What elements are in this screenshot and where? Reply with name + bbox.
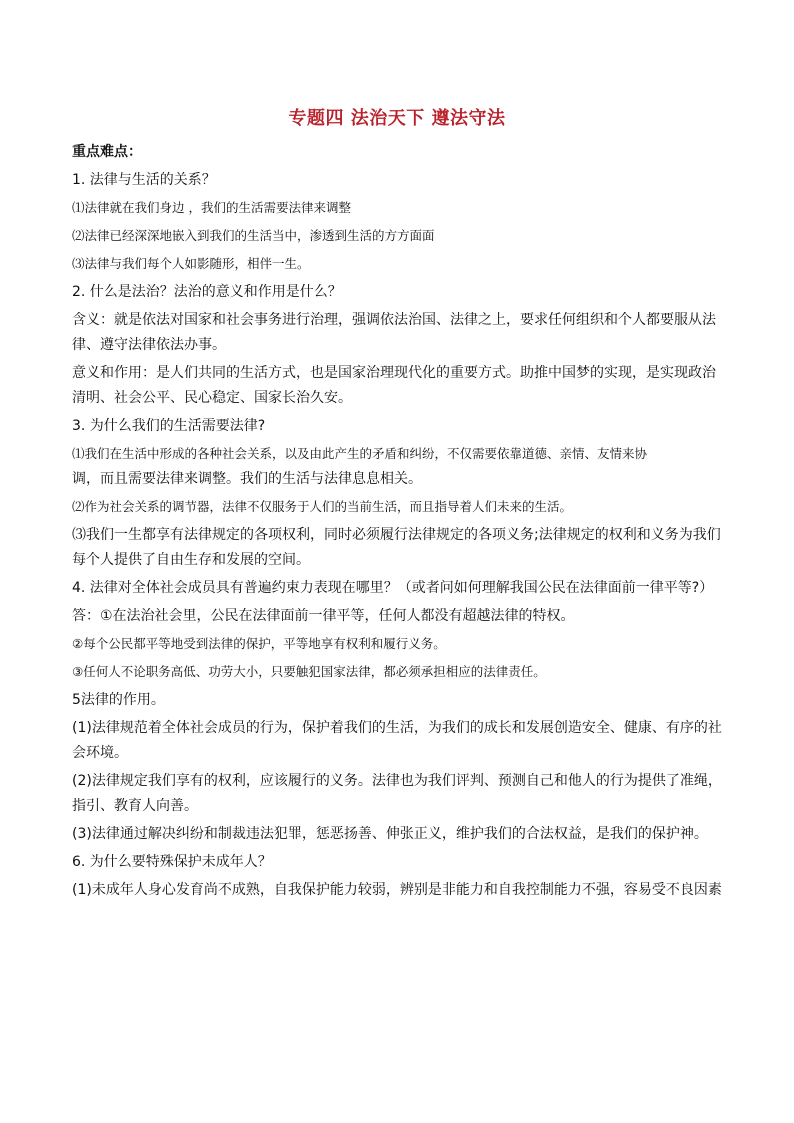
answer-line: ⑴我们在生活中形成的各种社会关系，以及由此产生的矛盾和纠纷，不仅需要依靠道德、亲情、友情来协 bbox=[72, 446, 648, 461]
answer-line: (2)法律规定我们享有的权利，应该履行的义务。法律也为我们评判、预测自己和他人的行为提供了准绳， bbox=[72, 773, 722, 789]
answer-line: (3)法律通过解决纠纷和制裁违法犯罪，惩恶扬善、伸张正义，维护我们的合法权益，是我们的保护神。 bbox=[72, 826, 708, 842]
answer-line: (1)未成年人身心发育尚不成熟，自我保护能力较弱，辨别是非能力和自我控制能力不强，容易受不良因素 bbox=[72, 882, 722, 898]
question-heading: 1. 法律与生活的关系？ bbox=[72, 172, 216, 188]
answer-line: (1)法律规范着全体社会成员的行为，保护着我们的生活，为我们的成长和发展创造安全、健康、有序的社 bbox=[72, 720, 722, 736]
answer-line-continued: 清明、社会公平、民心稳定、国家长治久安。 bbox=[72, 390, 352, 406]
answer-line-continued: 会环境。 bbox=[72, 745, 128, 761]
page-title: 专题四 法治天下 遵法守法 bbox=[288, 108, 506, 129]
answer-line-continued: 每个人提供了自由生存和发展的空间。 bbox=[72, 552, 310, 568]
answer-line: 意义和作用：是人们共同的生活方式，也是国家治理现代化的重要方式。助推中国梦的实现，是实现政治 bbox=[72, 365, 716, 381]
answer-line: 答：①在法治社会里，公民在法律面前一律平等，任何人都没有超越法律的特权。 bbox=[72, 608, 575, 624]
answer-line-continued: 指引、教育人向善。 bbox=[72, 798, 198, 814]
question-heading: 4. 法律对全体社会成员具有普遍约束力表现在哪里？（或者问如何理解我国公民在法律面前一律平等?） bbox=[72, 580, 714, 596]
answer-line-continued: 调，而且需要法律来调整。我们的生活与法律息息相关。 bbox=[72, 471, 422, 487]
question-heading: 3. 为什么我们的生活需要法律? bbox=[72, 418, 266, 434]
answer-line: ③任何人不论职务高低、功劳大小，只要触犯国家法律，都必须承担相应的法律责任。 bbox=[72, 664, 546, 679]
section-heading: 重点难点： bbox=[72, 144, 142, 160]
answer-line: ②每个公民都平等地受到法律的保护，平等地享有权利和履行义务。 bbox=[72, 636, 446, 651]
answer-line: ⑵法律已经深深地嵌入到我们的生活当中，渗透到生活的方方面面 bbox=[72, 228, 435, 243]
answer-line: ⑶我们一生都享有法律规定的各项权利，同时必须履行法律规定的各项义务;法律规定的权利和义务为我们 bbox=[72, 527, 721, 543]
document-body bbox=[72, 142, 724, 908]
answer-line: 含义：就是依法对国家和社会事务进行治理，强调依法治国、法律之上，要求任何组织和个人都要服从法 bbox=[72, 312, 716, 328]
answer-line-continued: 律、遵守法律依法办事。 bbox=[72, 337, 226, 353]
question-heading: 6. 为什么要特殊保护未成年人？ bbox=[72, 854, 272, 870]
answer-line: ⑴法律就在我们身边 ，我们的生活需要法律来调整 bbox=[72, 200, 351, 215]
answer-line: ⑶法律与我们每个人如影随形，相伴一生。 bbox=[72, 256, 310, 271]
question-heading: 2. 什么是法治？法治的意义和作用是什么？ bbox=[72, 284, 342, 300]
question-heading: 5法律的作用。 bbox=[72, 692, 165, 708]
answer-line: ⑵作为社会关系的调节器，法律不仅服务于人们的当前生活，而且指导着人们未来的生活。 bbox=[72, 499, 573, 514]
